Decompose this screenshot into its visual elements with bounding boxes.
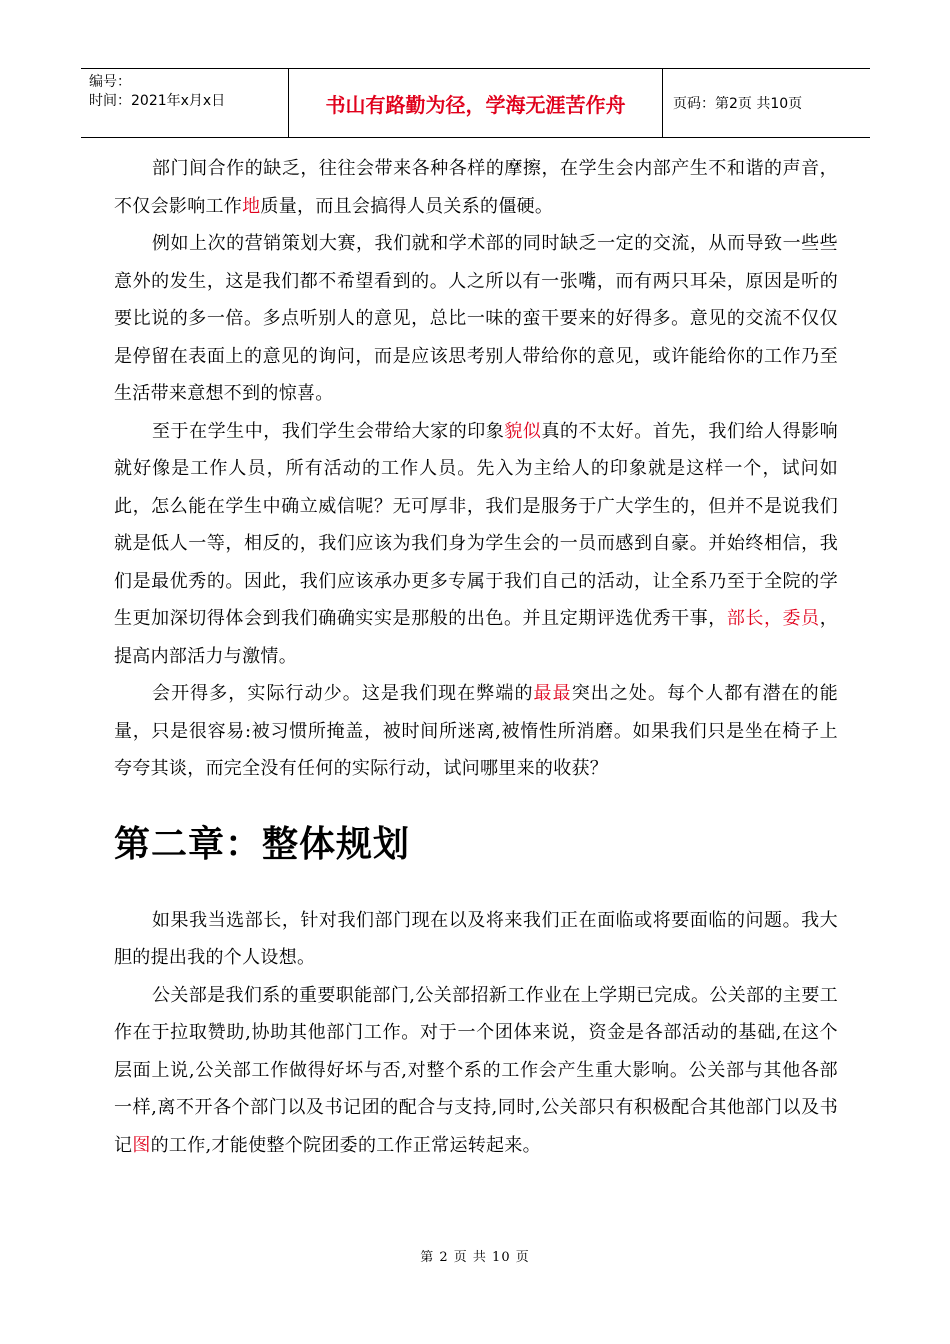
- paragraph-4: [114, 675, 838, 788]
- time-label: 时间：2021年x月x日: [89, 93, 226, 109]
- paragraph-1: [114, 150, 838, 225]
- highlighted-text: 图: [132, 1134, 151, 1156]
- header-meta: [81, 69, 289, 137]
- text-run: 会开得多，实际行动少。这是我们现在弊端的: [152, 683, 534, 704]
- page-footer: 第 2 页 共 10 页: [420, 1250, 530, 1265]
- document-body: [114, 150, 838, 1164]
- text-run: 的工作,才能使整个院团委的工作正常运转起来。: [150, 1134, 541, 1156]
- header-page-info: 页码：第2页 共10页: [673, 96, 803, 112]
- paragraph-6: [114, 977, 838, 1165]
- text-run: ，提高内部活力与激情。: [114, 608, 838, 667]
- paragraph-5: 如果我当选部长，针对我们部门现在以及将来我们正在面临或将要面临的问题。我大胆的提出我的个人设想。: [114, 909, 838, 968]
- number-label: 编号：: [89, 74, 131, 90]
- page-header: [81, 68, 870, 138]
- highlighted-text: 部长，委员: [726, 608, 820, 629]
- chapter-title: 第二章：整体规划: [114, 823, 411, 865]
- text-run: 真的不太好。首先，我们给人得影响就好像是工作人员，所有活动的工作人员。先入为主给人的印象就是这样一个，试问如此，怎么能在学生中确立威信呢？无可厚非，我们是服务于广大学生的，但并不是说我们就是低人一等，相反的，我们应该为我们身为学生会的一员而感到自豪。并始终相信，我们是最优秀的。因此，我们应该承办更多专属于我们自己的活动，让全系乃至于全院的学生更加深切得体会到我们确确实实是那般的出色。并且定期评选优秀干事，: [114, 420, 838, 629]
- text-run: 质量，而且会搞得人员关系的僵硬。: [260, 195, 554, 217]
- highlighted-text: 地: [242, 195, 261, 217]
- highlighted-text: 最最: [533, 683, 572, 704]
- text-run: 突出之处。每个人都有潜在的能量，只是很容易:被习惯所掩盖，被时间所迷离,被惰性所消磨。如果我们只是坐在椅子上夸夸其谈，而完全没有任何的实际行动，试问哪里来的收获？: [114, 683, 838, 779]
- text-run: 公关部是我们系的重要职能部门,公关部招新工作业在上学期已完成。公关部的主要工作在于拉取赞助,协助其他部门工作。对于一个团体来说，资金是各部活动的基础,在这个层面上说,公关部工作做得好坏与否,对整个系的工作会产生重大影响。公关部与其他各部一样,离不开各个部门以及书记团的配合与支持,同时,公关部只有积极配合其他部门以及书记: [114, 984, 838, 1156]
- text-run: 至于在学生中，我们学生会带给大家的印象: [152, 420, 505, 442]
- text-run: 部门间合作的缺乏，往往会带来各种各样的摩擦，在学生会内部产生不和谐的声音，不仅会影响工作: [114, 158, 838, 217]
- header-motto: 书山有路勤为径，学海无涯苦作舟: [289, 69, 663, 137]
- highlighted-text: 貌似: [504, 420, 542, 442]
- paragraph-2: 例如上次的营销策划大赛，我们就和学术部的同时缺乏一定的交流，从而导致一些些意外的发生，这是我们都不希望看到的。人之所以有一张嘴，而有两只耳朵，原因是听的要比说的多一倍。多点听别人的意见，总比一味的蛮干要来的好得多。意见的交流不仅仅是停留在表面上的意见的询问，而是应该思考别人带给你的意见，或许能给你的工作乃至生活带来意想不到的惊喜。: [114, 233, 838, 404]
- paragraph-3: [114, 413, 838, 676]
